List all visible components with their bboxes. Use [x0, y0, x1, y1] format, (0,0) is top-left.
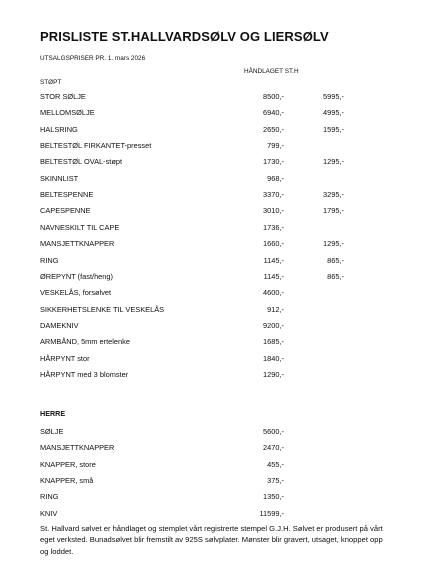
page-title: PRISLISTE ST.HALLVARDSØLV OG LIERSØLV	[40, 29, 329, 44]
item-name: SØLJE	[40, 427, 64, 436]
item-name: HALSRING	[40, 124, 78, 134]
item-name: STOR SØLJE	[40, 92, 86, 101]
table-row	[0, 272, 430, 286]
price-cast: 11599,-	[259, 508, 284, 518]
price-cast: 912,-	[267, 304, 284, 314]
price-cast: 375,-	[267, 475, 284, 485]
price-cast: 799,-	[267, 141, 284, 151]
item-name: DAMEKNIV	[40, 320, 79, 330]
price-cast: 6940,-	[263, 108, 284, 118]
item-name: RING	[40, 492, 59, 502]
price-cast: 5600,-	[263, 427, 284, 436]
price-cast: 1736,-	[263, 222, 284, 232]
item-name: HÅRPYNT med 3 blomster	[40, 369, 129, 379]
table-row	[0, 125, 430, 139]
table-row	[0, 256, 430, 270]
item-name: ØREPYNT (fast/heng)	[40, 271, 113, 281]
price-cast: 1840,-	[263, 353, 284, 363]
item-name: SKINNLIST	[40, 173, 79, 183]
item-name: CAPESPENNE	[40, 206, 91, 216]
price-date-subtitle: UTSALGSPRISER PR. 1. mars 2026	[40, 55, 146, 62]
table-row	[0, 141, 430, 155]
price-cast: 9200,-	[263, 320, 284, 330]
table-row	[0, 354, 430, 368]
price-cast: 455,-	[267, 459, 284, 469]
item-name: VESKELÅS, forsølvet	[40, 288, 112, 298]
price-cast: 1685,-	[263, 337, 284, 347]
price-cast: 1145,-	[263, 255, 284, 265]
table-row	[0, 174, 430, 188]
section-label-herre: HERRE	[40, 409, 66, 418]
item-name: SIKKERHETSLENKE TIL VESKELÅS	[40, 304, 165, 314]
price-handmade: 865,-	[327, 255, 344, 265]
table-row	[0, 476, 430, 490]
item-name: MANSJETTKNAPPER	[40, 239, 115, 249]
price-handmade: 4995,-	[323, 108, 344, 118]
table-row	[0, 427, 430, 441]
price-handmade: 1595,-	[323, 124, 344, 134]
item-name: KNAPPER, små	[40, 475, 94, 485]
table-row	[0, 223, 430, 237]
price-cast: 3010,-	[263, 206, 284, 216]
table-row	[0, 321, 430, 335]
table-row	[0, 239, 430, 253]
price-cast: 4600,-	[263, 288, 284, 298]
table-row	[0, 492, 430, 506]
price-cast: 1350,-	[263, 492, 284, 502]
table-row	[0, 370, 430, 384]
table-row	[0, 108, 430, 122]
table-row	[0, 509, 430, 523]
item-name: ARMBÅND, 5mm ertelenke	[40, 337, 130, 347]
table-row	[0, 157, 430, 171]
price-handmade: 1795,-	[323, 206, 344, 216]
price-cast: 1730,-	[263, 157, 284, 167]
column-header-handlaget: HÅNDLAGET ST.H	[244, 68, 299, 75]
item-name: MANSJETTKNAPPER	[40, 443, 115, 453]
price-cast: 2470,-	[263, 443, 284, 453]
price-cast: 1290,-	[263, 369, 284, 379]
price-cast: 1145,-	[263, 271, 284, 281]
item-name: BELTESPENNE	[40, 190, 94, 200]
footer-note: St. Hallvard sølvet er håndlaget og stemplet vårt registrerte stempel G.J.H. Sølvet er produsert på vårt eget verksted. Bunadsølvet blir fremstilt av 925S sølvplater. Mønster blir gravert, utsaget, knoppet opp og loddet.	[40, 524, 383, 556]
item-name: RING	[40, 255, 59, 265]
price-cast: 3370,-	[263, 190, 284, 200]
price-handmade: 865,-	[327, 271, 344, 281]
table-row	[0, 460, 430, 474]
table-row	[0, 337, 430, 351]
price-cast: 2650,-	[263, 124, 284, 134]
table-row	[0, 288, 430, 302]
price-cast: 8500,-	[263, 92, 284, 101]
price-handmade: 3295,-	[323, 190, 344, 200]
item-name: BELTESTØL FIRKANTET-presset	[40, 141, 152, 151]
table-row	[0, 443, 430, 457]
price-cast: 1660,-	[263, 239, 284, 249]
table-row	[0, 92, 430, 106]
price-cast: 968,-	[267, 173, 284, 183]
item-name: BELTESTØL OVAL-støpt	[40, 157, 123, 167]
price-handmade: 1295,-	[323, 157, 344, 167]
table-row	[0, 305, 430, 319]
price-handmade: 1295,-	[323, 239, 344, 249]
section-label-stopt: STØPT	[40, 79, 62, 86]
item-name: HÅRPYNT stor	[40, 353, 90, 363]
item-name: MELLOMSØLJE	[40, 108, 95, 118]
item-name: KNAPPER, store	[40, 459, 96, 469]
table-row	[0, 190, 430, 204]
table-row	[0, 206, 430, 220]
item-name: KNIV	[40, 508, 58, 518]
item-name: NAVNESKILT TIL CAPE	[40, 222, 120, 232]
price-handmade: 5995,-	[323, 92, 344, 101]
